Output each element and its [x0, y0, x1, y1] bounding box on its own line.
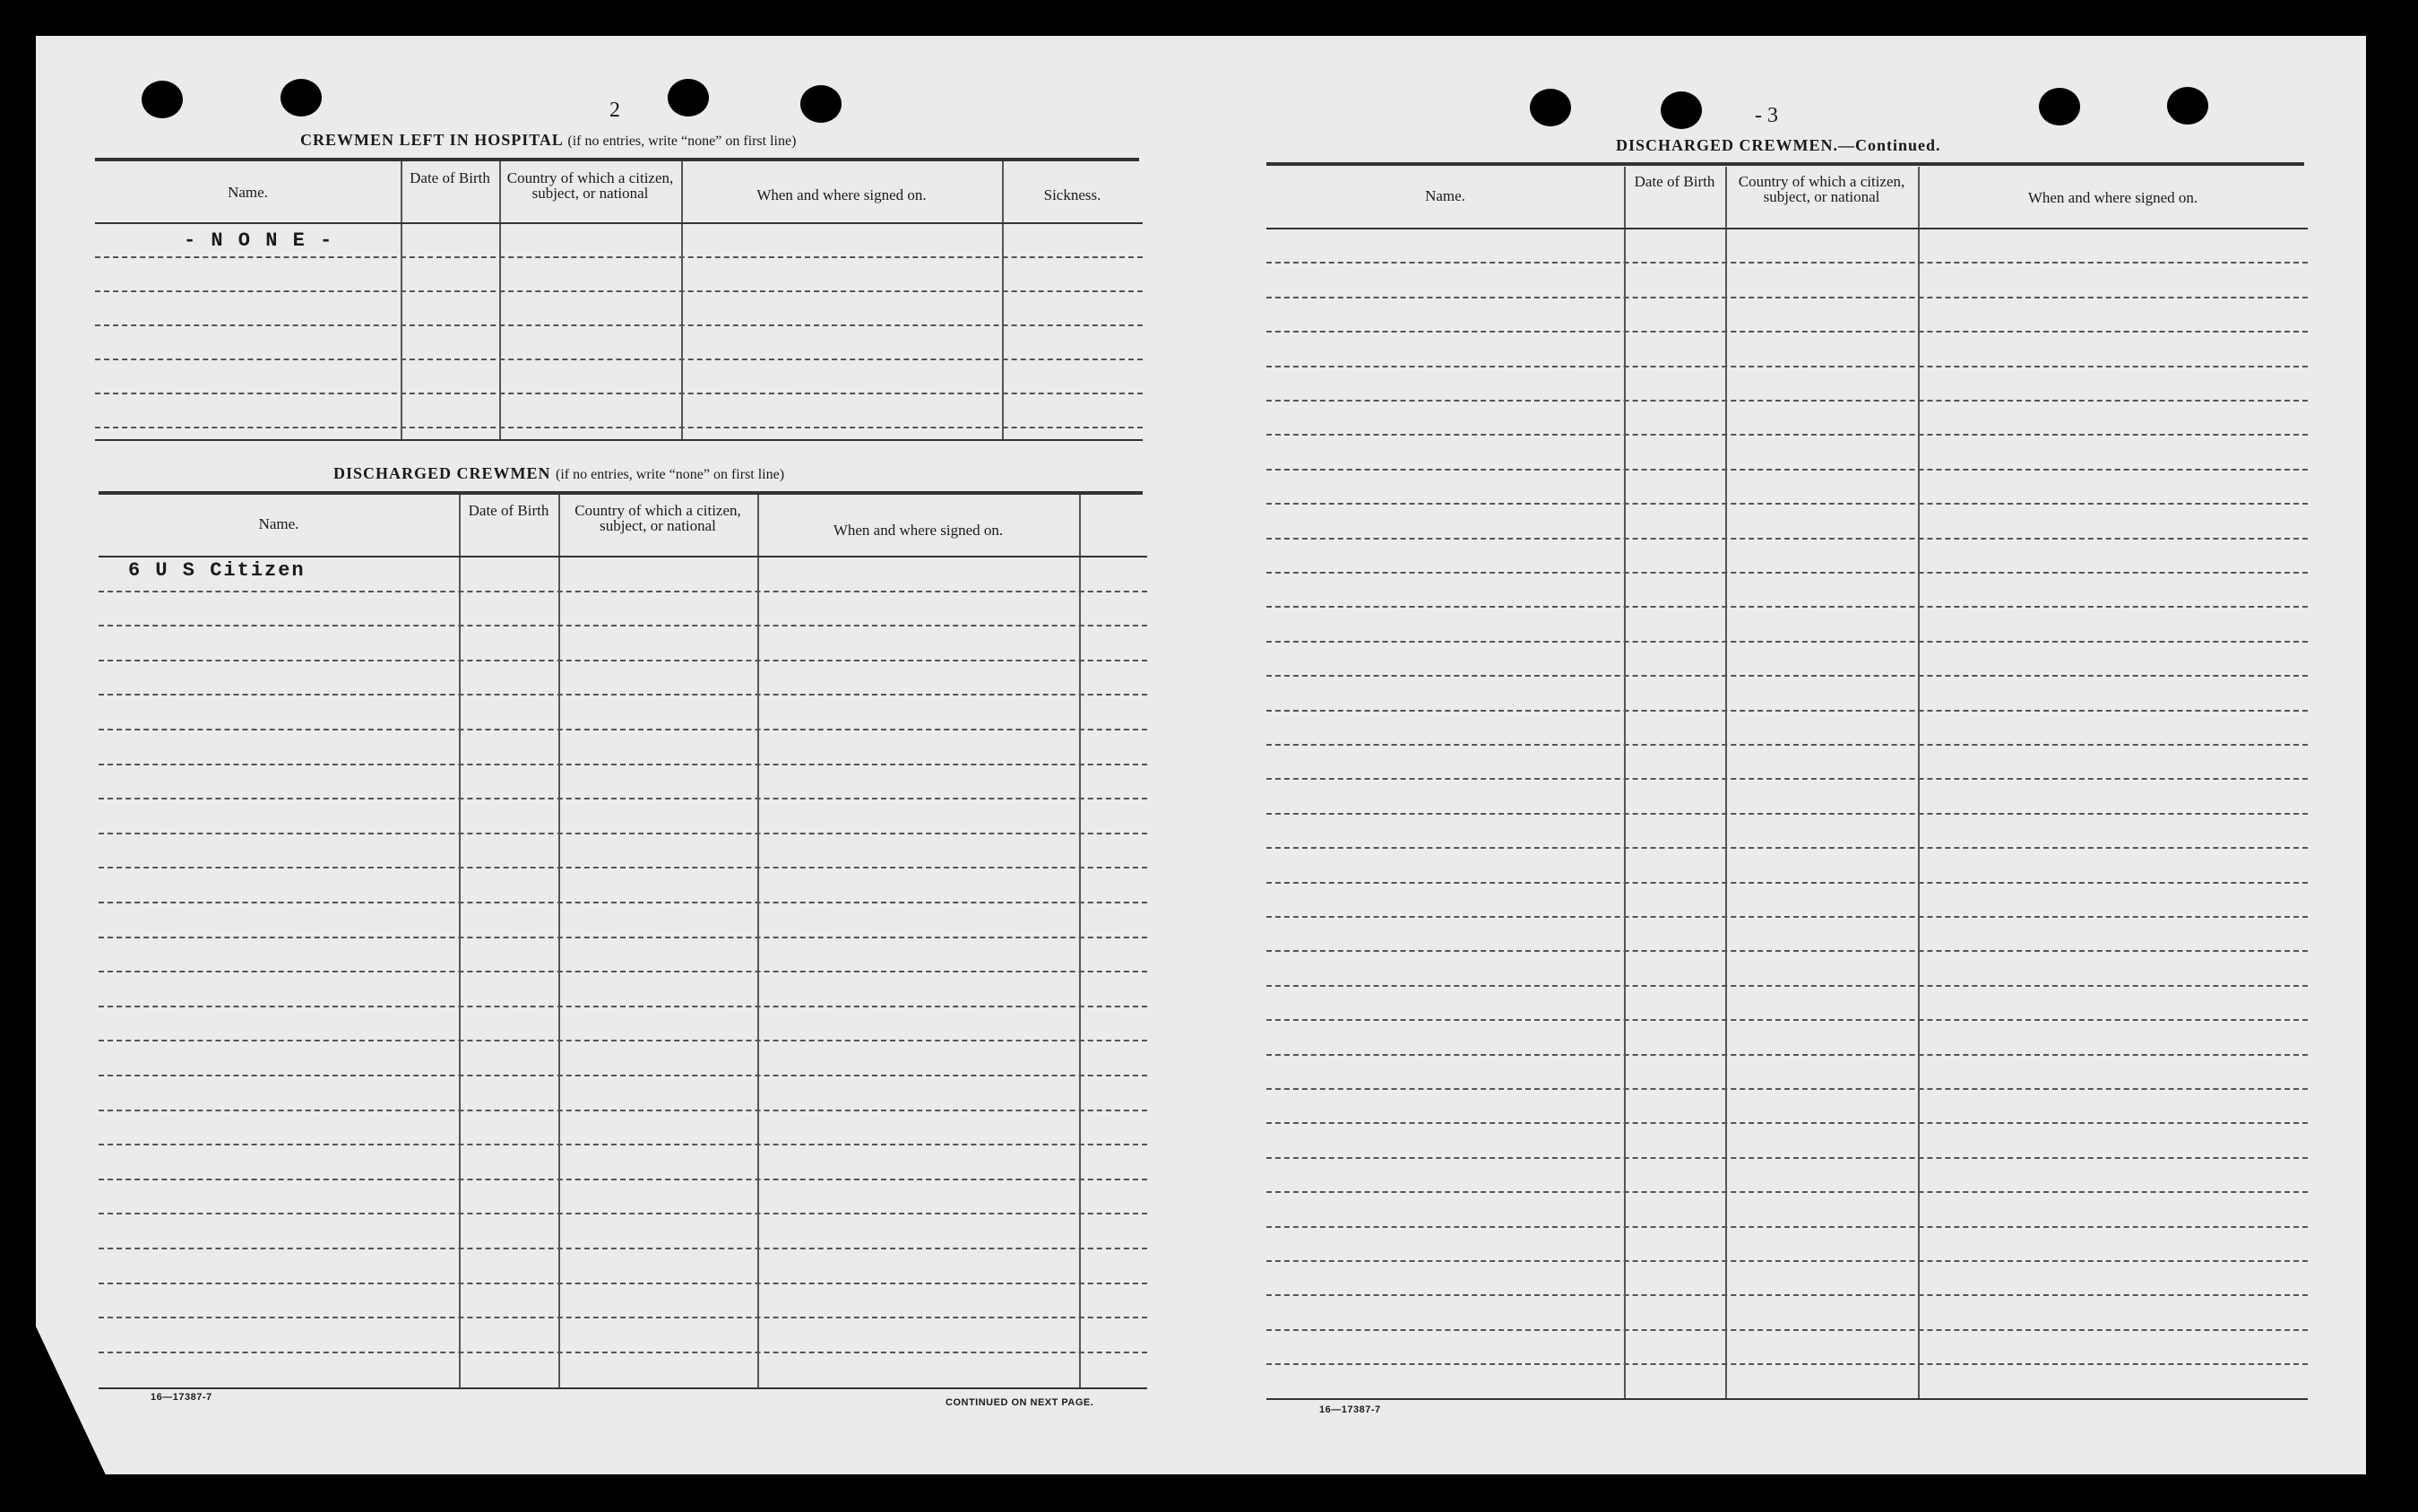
row-line — [95, 256, 1143, 258]
row-line — [95, 427, 1143, 428]
row-line — [99, 902, 1147, 903]
row-line — [1266, 744, 2308, 746]
row-line — [95, 324, 1143, 326]
row-line — [1266, 641, 2308, 643]
column-header: Country of which a citizen, subject, or national — [506, 169, 674, 202]
punch-hole — [800, 85, 842, 123]
row-line — [1266, 985, 2308, 987]
row-line — [99, 798, 1147, 799]
row-line — [99, 833, 1147, 834]
column-header: Name. — [1425, 187, 1465, 204]
punch-hole — [281, 79, 322, 117]
hospital-section-title — [300, 131, 796, 150]
column-divider — [681, 161, 683, 439]
hospital-title-text: CREWMEN LEFT IN HOSPITAL — [300, 131, 563, 149]
punch-hole — [142, 81, 183, 118]
row-line — [99, 660, 1147, 661]
row-line — [1266, 1122, 2308, 1124]
column-divider — [558, 495, 560, 1387]
row-line — [99, 937, 1147, 938]
row-line — [1266, 1260, 2308, 1262]
row-line — [1266, 710, 2308, 712]
continued-top-rule — [1266, 162, 2304, 166]
discharged-top-rule — [99, 491, 1143, 495]
page-number-left: 2 — [609, 99, 620, 122]
column-header: Sickness. — [1043, 186, 1101, 203]
row-line — [1266, 262, 2308, 264]
document-sheet — [36, 36, 2366, 1474]
column-divider — [1725, 167, 1727, 1398]
folded-corner — [36, 1326, 108, 1479]
column-header: Country of which a citizen, subject, or national — [1738, 173, 1905, 205]
row-line — [99, 1110, 1147, 1111]
row-line — [1266, 434, 2308, 436]
form-number-left: 16—17387-7 — [151, 1392, 212, 1403]
row-line — [99, 971, 1147, 972]
row-line — [99, 1040, 1147, 1041]
row-line — [1266, 1226, 2308, 1228]
column-header: Date of Birth — [1634, 173, 1715, 190]
row-line — [1266, 950, 2308, 952]
row-line — [1266, 916, 2308, 918]
punch-hole — [1530, 89, 1571, 126]
row-line — [1266, 882, 2308, 884]
row-line — [1266, 1363, 2308, 1365]
row-line — [95, 359, 1143, 360]
row-line — [99, 1144, 1147, 1145]
row-line — [99, 764, 1147, 765]
row-line — [99, 1248, 1147, 1249]
column-divider — [459, 495, 461, 1387]
row-line — [99, 1006, 1147, 1007]
row-line — [99, 729, 1147, 730]
row-line — [1266, 572, 2308, 574]
row-line — [1266, 331, 2308, 333]
continued-note: CONTINUED ON NEXT PAGE. — [946, 1397, 1094, 1408]
row-line — [99, 867, 1147, 868]
header-underline — [99, 556, 1147, 557]
form-number-right: 16—17387-7 — [1319, 1404, 1381, 1415]
typed-entry: - N O N E - — [184, 229, 334, 252]
row-line — [1266, 1088, 2308, 1090]
column-header: When and where signed on. — [2027, 189, 2198, 206]
row-line — [1266, 1054, 2308, 1056]
column-header: Date of Birth — [468, 502, 549, 519]
column-header: Name. — [258, 515, 299, 532]
table-bottom-rule — [99, 1387, 1147, 1389]
column-divider — [401, 161, 402, 439]
row-line — [1266, 1329, 2308, 1331]
column-divider — [757, 495, 759, 1387]
row-line — [1266, 538, 2308, 540]
discharged-title-instruction: (if no entries, write “none” on first line) — [556, 467, 785, 482]
header-underline — [95, 222, 1143, 224]
column-header: Name. — [228, 184, 268, 201]
table-bottom-rule — [1266, 1398, 2308, 1400]
row-line — [1266, 366, 2308, 367]
row-line — [1266, 1294, 2308, 1296]
header-underline — [1266, 228, 2308, 229]
column-header: When and where signed on. — [756, 186, 927, 203]
column-header: When and where signed on. — [833, 522, 1004, 539]
discharged-section-title — [333, 464, 784, 483]
row-line — [1266, 606, 2308, 608]
table-bottom-rule — [95, 439, 1143, 441]
punch-hole — [1661, 91, 1702, 129]
row-line — [1266, 1157, 2308, 1159]
punch-hole — [668, 79, 709, 117]
column-divider — [1079, 495, 1081, 1387]
row-line — [1266, 503, 2308, 505]
column-divider — [1918, 167, 1920, 1398]
row-line — [99, 1213, 1147, 1214]
row-line — [99, 1283, 1147, 1284]
row-line — [1266, 847, 2308, 849]
row-line — [99, 591, 1147, 592]
row-line — [1266, 297, 2308, 298]
continued-section-title: DISCHARGED CREWMEN.—Continued. — [1616, 136, 1941, 154]
row-line — [99, 1317, 1147, 1318]
hospital-title-instruction: (if no entries, write “none” on first line) — [567, 134, 797, 149]
punch-hole — [2039, 88, 2080, 125]
row-line — [95, 393, 1143, 394]
column-divider — [1624, 167, 1626, 1398]
row-line — [1266, 1191, 2308, 1193]
row-line — [1266, 778, 2308, 780]
row-line — [99, 1179, 1147, 1180]
row-line — [1266, 400, 2308, 402]
row-line — [1266, 675, 2308, 677]
row-line — [1266, 1019, 2308, 1021]
row-line — [1266, 469, 2308, 471]
discharged-title-text: DISCHARGED CREWMEN — [333, 464, 551, 482]
row-line — [99, 1352, 1147, 1353]
column-divider — [1002, 161, 1004, 439]
column-header: Date of Birth — [410, 169, 490, 186]
row-line — [1266, 813, 2308, 815]
row-line — [99, 694, 1147, 696]
typed-entry: 6 U S Citizen — [128, 559, 306, 582]
column-header: Country of which a citizen, subject, or national — [574, 502, 741, 534]
page-number-right: - 3 — [1755, 104, 1778, 127]
hospital-top-rule — [95, 158, 1139, 161]
punch-hole — [2167, 87, 2208, 125]
row-line — [99, 1075, 1147, 1076]
row-line — [99, 625, 1147, 626]
column-divider — [499, 161, 501, 439]
row-line — [95, 290, 1143, 292]
